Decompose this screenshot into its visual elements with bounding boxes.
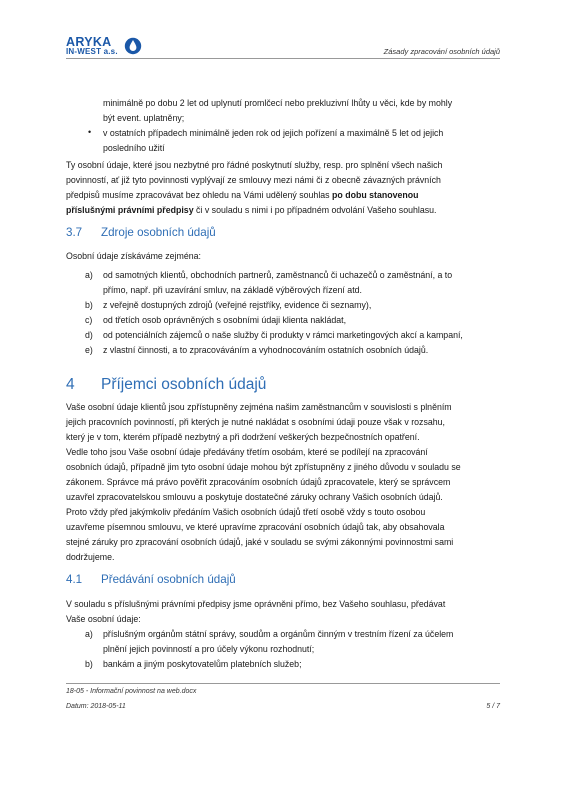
list-item-label: e) bbox=[85, 345, 93, 355]
list-item: posledního užití bbox=[103, 143, 165, 153]
paragraph-line: povinností, ať již tyto povinnosti vyplývají ze smlouvy mezi námi či z obecně závazných právních bbox=[66, 175, 441, 185]
page-number: 5 / 7 bbox=[486, 703, 500, 710]
list-item-label: d) bbox=[85, 330, 93, 340]
section-number: 4.1 bbox=[66, 573, 83, 586]
paragraph-line: dodržujeme. bbox=[66, 552, 115, 562]
paragraph-line: Ty osobní údaje, které jsou nezbytné pro řádné poskytnutí služby, resp. pro splnění všech našich bbox=[66, 160, 443, 170]
section-heading: Zdroje osobních údajů bbox=[101, 226, 216, 239]
list-item: od třetích osob oprávněných s osobními údaji klienta nakládat, bbox=[103, 315, 347, 325]
footer-date: Datum: 2018-05-11 bbox=[66, 703, 126, 710]
list-item-label: b) bbox=[85, 300, 93, 310]
footer-divider bbox=[66, 683, 500, 684]
list-item-label: c) bbox=[85, 315, 93, 325]
header-divider bbox=[66, 58, 500, 59]
logo-drop-icon bbox=[124, 37, 142, 55]
paragraph-bold-text: příslušnými právními předpisy bbox=[66, 205, 194, 215]
section-number: 3.7 bbox=[66, 226, 83, 239]
list-item: od samotných klientů, obchodních partnerů, zaměstnanců či uchazečů o zaměstnání, a to bbox=[103, 270, 453, 280]
list-item: plnění jejich povinností a pro účely výkonu rozhodnutí; bbox=[103, 644, 315, 654]
list-item: příslušným orgánům státní správy, soudům a orgánům činným v trestním řízení za účelem bbox=[103, 629, 454, 639]
paragraph-line bbox=[66, 188, 419, 203]
header-document-title: Zásady zpracování osobních údajů bbox=[383, 47, 500, 56]
company-logo bbox=[66, 35, 146, 59]
chapter-heading: Příjemci osobních údajů bbox=[101, 376, 267, 393]
paragraph-line: Proto vždy před jakýmkoliv předáním Vašich osobních údajů třetí osobě vždy s touto osobou bbox=[66, 507, 426, 517]
paragraph-line: Vaše osobní údaje: bbox=[66, 614, 141, 624]
paragraph-line: uzavřel zpracovatelskou smlouvu a poskytuje dostatečné záruky ochrany Vašich osobních údajů. bbox=[66, 492, 443, 502]
list-item: z veřejně dostupných zdrojů (veřejné rejstříky, evidence či seznamy), bbox=[103, 300, 372, 310]
list-item: od potenciálních zájemců o naše služby či produkty v rámci marketingových akcí a kampaní, bbox=[103, 330, 463, 340]
list-item-continuation: minimálně po dobu 2 let od uplynutí promlčecí nebo prekluzivní lhůty u věci, kde by mohly bbox=[103, 98, 453, 108]
logo-text-sub: IN-WEST a.s. bbox=[66, 47, 118, 56]
paragraph-line: V souladu s příslušnými právními předpisy jsme oprávněni přímo, bez Vašeho souhlasu, předávat bbox=[66, 599, 446, 609]
footer-filename: 18-05 - Informační povinnost na web.docx bbox=[66, 688, 197, 695]
paragraph-bold-text: po dobu stanovenou bbox=[332, 190, 419, 200]
paragraph-line: osobních údajů, případně jim tyto osobní údaje mohou být zpřístupněny z jiného důvodu v souladu se bbox=[66, 462, 461, 472]
section-heading: Předávání osobních údajů bbox=[101, 573, 236, 586]
paragraph-line: který je v tom, kterém případě nezbytný a při dodržení veškerých bezpečnostních opatření. bbox=[66, 432, 420, 442]
paragraph-line: zákonem. Správce má právo pověřit zpracováním osobních údajů zpracovatele, který se správcem bbox=[66, 477, 451, 487]
paragraph-line bbox=[66, 203, 436, 218]
list-item: přímo, např. při uzavírání smluv, na základě výběrových řízení atd. bbox=[103, 285, 362, 295]
paragraph-line: Vedle toho jsou Vaše osobní údaje předávány třetím osobám, které se podílejí na zpracování bbox=[66, 447, 428, 457]
paragraph-line: stejné záruky pro zpracování osobních údajů, jaké v souladu se svými zákonnými povinnostmi sami bbox=[66, 537, 454, 547]
paragraph-line: Vaše osobní údaje klientů jsou zpřístupněny zejména našim zaměstnancům v souvislosti s plněním bbox=[66, 402, 452, 412]
bullet-icon: • bbox=[88, 127, 92, 137]
logo-text-main: ARYKA bbox=[66, 35, 112, 49]
list-item-label: b) bbox=[85, 659, 93, 669]
paragraph-text: či v souladu s nimi i po případném odvolání Vašeho souhlasu. bbox=[193, 205, 437, 215]
paragraph-line: uzavřeme písemnou smlouvu, ve které upravíme zpracování osobních údajů tak, aby obsahovala bbox=[66, 522, 445, 532]
list-item: v ostatních případech minimálně jeden rok od jejich pořízení a maximálně 5 let od jejich bbox=[103, 128, 444, 138]
list-item-label: a) bbox=[85, 629, 93, 639]
paragraph-text: předpisů musíme zpracovávat bez ohledu na Vámi udělený souhlas bbox=[66, 190, 333, 200]
chapter-number: 4 bbox=[66, 376, 75, 393]
list-item: z vlastní činnosti, a to zpracováváním a vyhodnocováním ostatních osobních údajů. bbox=[103, 345, 429, 355]
list-item-label: a) bbox=[85, 270, 93, 280]
section-intro: Osobní údaje získáváme zejména: bbox=[66, 251, 201, 261]
paragraph-line: jejich pracovních povinností, při kterých je nutné nakládat s osobními údaji pouze však v rozsahu, bbox=[66, 417, 445, 427]
list-item: bankám a jiným poskytovatelům platebních služeb; bbox=[103, 659, 302, 669]
list-item-continuation: být event. uplatněny; bbox=[103, 113, 185, 123]
